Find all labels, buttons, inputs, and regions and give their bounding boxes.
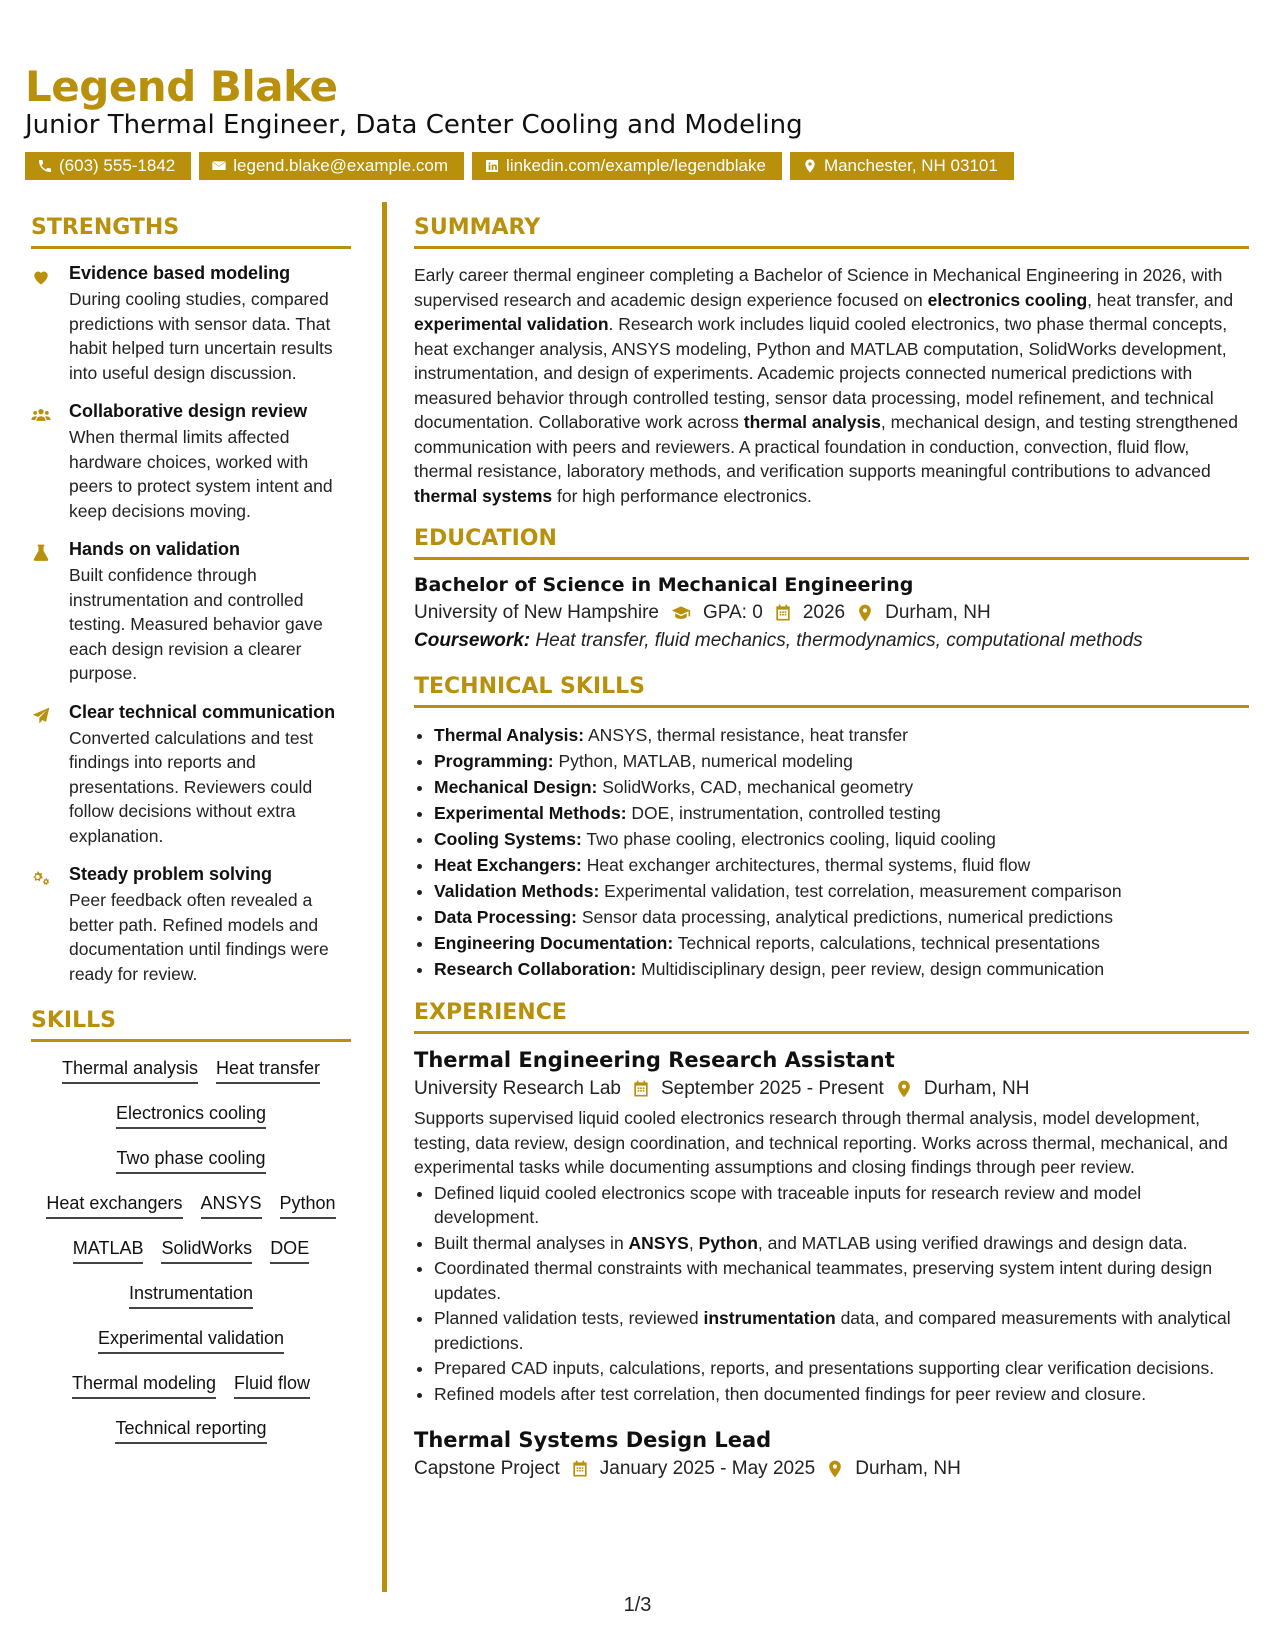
technical-skill-label: Validation Methods: bbox=[434, 881, 600, 901]
skill-tag: Python bbox=[280, 1193, 336, 1219]
technical-skill-item bbox=[434, 826, 1249, 852]
bold-text: thermal systems bbox=[414, 485, 553, 506]
education-meta bbox=[414, 602, 1249, 624]
job-bullet bbox=[434, 1356, 1249, 1381]
job-meta bbox=[414, 1458, 1249, 1480]
technical-skill-item bbox=[434, 930, 1249, 956]
heart-icon bbox=[31, 267, 51, 287]
linkedin-icon bbox=[484, 158, 500, 174]
strength-desc: When thermal limits affected hardware choices, worked with peers to protect system intent and keep decisions moving. bbox=[69, 427, 333, 521]
technical-skill-label: Heat Exchangers: bbox=[434, 855, 582, 875]
gears-icon bbox=[31, 868, 51, 888]
skill-tag: Instrumentation bbox=[129, 1283, 253, 1309]
map-pin-icon bbox=[894, 1079, 914, 1099]
skill-tag: Two phase cooling bbox=[116, 1148, 265, 1174]
bold-text: electronics cooling bbox=[927, 289, 1088, 310]
skill-row bbox=[115, 1418, 266, 1463]
bold-text: experimental validation bbox=[414, 314, 609, 334]
skill-row bbox=[98, 1328, 284, 1373]
job-bullet bbox=[434, 1382, 1249, 1407]
technical-skill-value: Multidisciplinary design, peer review, design communication bbox=[636, 959, 1105, 979]
bold-text: thermal analysis bbox=[743, 412, 881, 432]
candidate-title: Junior Thermal Engineer, Data Center Cooling and Modeling bbox=[25, 110, 803, 140]
calendar-icon bbox=[631, 1079, 651, 1099]
skill-tag: Technical reporting bbox=[115, 1418, 266, 1444]
education-location: Durham, NH bbox=[885, 602, 991, 623]
skills-section bbox=[31, 1008, 351, 1463]
text-run: data, and compared measurements with analytical predictions. bbox=[434, 1308, 1231, 1353]
skill-row bbox=[72, 1373, 310, 1418]
skill-row bbox=[73, 1238, 309, 1283]
strength-desc: Peer feedback often revealed a better path. Refined models and documentation until findings were ready for review. bbox=[69, 890, 329, 984]
job-dates: January 2025 - May 2025 bbox=[599, 1458, 816, 1479]
job-org: Capstone Project bbox=[414, 1458, 560, 1479]
strength-title: Collaborative design review bbox=[69, 401, 308, 421]
text-run: Built thermal analyses in bbox=[434, 1232, 629, 1253]
contact-email[interactable] bbox=[199, 152, 464, 180]
strength-desc: Built confidence through instrumentation and controlled testing. Measured behavior gave each design revision a clearer purpose. bbox=[69, 565, 323, 683]
technical-skill-label: Mechanical Design: bbox=[434, 777, 598, 797]
column-divider bbox=[382, 202, 387, 1592]
job-bullet bbox=[434, 1256, 1249, 1305]
calendar-icon bbox=[773, 603, 793, 623]
strength-item bbox=[31, 539, 351, 686]
technical-skill-label: Programming: bbox=[434, 751, 554, 771]
strength-title: Evidence based modeling bbox=[69, 263, 291, 283]
summary-text bbox=[414, 263, 1249, 508]
skill-tag: Thermal modeling bbox=[72, 1373, 216, 1399]
coursework bbox=[414, 630, 1249, 652]
skill-row bbox=[116, 1148, 265, 1193]
experience-item bbox=[414, 1428, 1249, 1480]
technical-skill-item bbox=[434, 774, 1249, 800]
experience-list bbox=[414, 1048, 1249, 1480]
strength-item bbox=[31, 401, 351, 523]
contact-email-text: legend.blake@example.com bbox=[233, 156, 449, 175]
job-meta bbox=[414, 1078, 1249, 1100]
bold-text: ANSYS bbox=[628, 1232, 689, 1253]
map-pin-icon bbox=[802, 158, 818, 174]
strength-item bbox=[31, 864, 351, 986]
education-gpa: GPA: 0 bbox=[702, 602, 763, 623]
map-pin-icon bbox=[825, 1459, 845, 1479]
technical-skill-item bbox=[434, 800, 1249, 826]
envelope-icon bbox=[211, 158, 227, 174]
job-description: Supports supervised liquid cooled electronics research through thermal analysis, model development, testing, data review, design coordination, and technical reporting. Works across thermal, mechanical, and experimental tasks while documenting assumptions and closing findings through peer review. bbox=[414, 1108, 1228, 1177]
technical-skills-heading: TECHNICAL SKILLS bbox=[414, 674, 1249, 708]
users-icon bbox=[31, 405, 51, 425]
technical-skill-value: DOE, instrumentation, controlled testing bbox=[626, 803, 941, 823]
strength-title: Clear technical communication bbox=[69, 701, 336, 722]
text-run: Prepared CAD inputs, calculations, reports, and presentations supporting clear verification decisions. bbox=[434, 1358, 1215, 1378]
skill-row bbox=[46, 1193, 335, 1238]
contact-linkedin-text: linkedin.com/example/legendblake bbox=[506, 156, 766, 175]
strengths-heading: STRENGTHS bbox=[31, 215, 351, 249]
technical-skill-value: SolidWorks, CAD, mechanical geometry bbox=[597, 777, 914, 797]
job-bullet bbox=[434, 1306, 1249, 1355]
education-heading: EDUCATION bbox=[414, 526, 1249, 560]
skills-heading: SKILLS bbox=[31, 1008, 351, 1042]
technical-skill-label: Data Processing: bbox=[434, 907, 577, 927]
technical-skill-item bbox=[434, 748, 1249, 774]
strength-item bbox=[31, 263, 351, 385]
technical-skill-item bbox=[434, 904, 1249, 930]
calendar-icon bbox=[570, 1459, 590, 1479]
strength-title: Hands on validation bbox=[69, 539, 241, 559]
skill-tag: Heat exchangers bbox=[46, 1193, 182, 1219]
skill-tag: MATLAB bbox=[73, 1238, 144, 1264]
text-run: for high performance electronics. bbox=[552, 485, 812, 506]
skill-row bbox=[129, 1283, 253, 1328]
technical-skill-label: Research Collaboration: bbox=[434, 959, 637, 979]
job-location: Durham, NH bbox=[855, 1458, 961, 1479]
strength-desc: Converted calculations and test findings into reports and presentations. Reviewers could follow decisions without extra explanation. bbox=[69, 727, 314, 846]
skill-row bbox=[62, 1058, 320, 1103]
skill-tag: ANSYS bbox=[201, 1193, 262, 1219]
candidate-name: Legend Blake bbox=[25, 62, 338, 111]
technical-skill-label: Cooling Systems: bbox=[434, 829, 582, 849]
text-run: Planned validation tests, reviewed bbox=[434, 1308, 704, 1328]
job-dates: September 2025 - Present bbox=[660, 1078, 884, 1099]
technical-skill-value: Two phase cooling, electronics cooling, liquid cooling bbox=[581, 829, 996, 849]
summary-heading: SUMMARY bbox=[414, 215, 1249, 249]
text-run: . Research work includes liquid cooled electronics, two phase thermal concepts, heat exchanger analysis, ANSYS modeling, Python and MATLAB computation, SolidWorks development, instrumentation, and design of experiments. Academic projects connected numerical predictions with measured behavior through controlled testing, sensor data processing, model refinement, and technical documentation. Collaborative work across bbox=[414, 314, 1228, 432]
phone-icon bbox=[37, 158, 53, 174]
skill-tag: Electronics cooling bbox=[116, 1103, 266, 1129]
contact-linkedin[interactable] bbox=[472, 152, 782, 180]
right-column bbox=[414, 215, 1249, 1486]
job-title: Thermal Systems Design Lead bbox=[414, 1428, 772, 1452]
technical-skill-item bbox=[434, 852, 1249, 878]
technical-skill-value: Python, MATLAB, numerical modeling bbox=[553, 751, 853, 771]
text-run: , mechanical design, and testing strengthened communication with peers and reviewers. A practical foundation in conduction, convection, fluid flow, thermal resistance, laboratory methods, and verification supports meaningful contributions to advanced bbox=[414, 412, 1238, 481]
skill-tag: Thermal analysis bbox=[62, 1058, 198, 1084]
technical-skills-list bbox=[414, 722, 1249, 982]
paper-plane-icon bbox=[31, 706, 51, 726]
technical-skill-label: Experimental Methods: bbox=[434, 803, 627, 823]
map-pin-icon bbox=[855, 603, 875, 623]
experience-heading: EXPERIENCE bbox=[414, 1000, 1249, 1034]
technical-skill-label: Engineering Documentation: bbox=[434, 933, 674, 953]
technical-skill-value: ANSYS, thermal resistance, heat transfer bbox=[584, 725, 909, 745]
education-year: 2026 bbox=[802, 602, 846, 623]
skill-tag: DOE bbox=[270, 1238, 309, 1264]
strength-title: Steady problem solving bbox=[69, 864, 273, 884]
contact-phone[interactable] bbox=[25, 152, 191, 180]
bold-text: Python bbox=[698, 1232, 758, 1253]
technical-skill-value: Sensor data processing, analytical predictions, numerical predictions bbox=[576, 907, 1113, 927]
technical-skill-value: Heat exchanger architectures, thermal systems, fluid flow bbox=[581, 855, 1031, 875]
technical-skill-value: Technical reports, calculations, technical presentations bbox=[673, 933, 1100, 953]
experience-item bbox=[414, 1048, 1249, 1406]
skill-tags bbox=[31, 1056, 351, 1463]
text-run: , heat transfer, and bbox=[1087, 289, 1234, 310]
text-run: , and MATLAB using verified drawings and design data. bbox=[757, 1232, 1188, 1253]
skill-row bbox=[116, 1103, 266, 1148]
skill-tag: SolidWorks bbox=[161, 1238, 252, 1264]
flask-icon bbox=[31, 543, 51, 563]
skill-tag: Fluid flow bbox=[234, 1373, 310, 1399]
skill-tag: Experimental validation bbox=[98, 1328, 284, 1354]
strength-desc: During cooling studies, compared predictions with sensor data. That habit helped turn uncertain results into useful design discussion. bbox=[69, 289, 333, 383]
left-column bbox=[31, 215, 351, 1463]
text-run: Defined liquid cooled electronics scope with traceable inputs for research review and model development. bbox=[434, 1182, 1142, 1227]
strength-item bbox=[31, 702, 351, 849]
contact-location bbox=[790, 152, 1014, 180]
page-number: 1/3 bbox=[623, 1594, 652, 1616]
job-bullet bbox=[434, 1231, 1249, 1256]
technical-skill-value: Experimental validation, test correlation, measurement comparison bbox=[599, 881, 1122, 901]
skill-tag: Heat transfer bbox=[216, 1058, 320, 1084]
text-run: , bbox=[688, 1232, 699, 1253]
technical-skill-item bbox=[434, 956, 1249, 982]
bold-text: instrumentation bbox=[703, 1308, 836, 1328]
technical-skill-label: Thermal Analysis: bbox=[434, 725, 585, 745]
job-org: University Research Lab bbox=[414, 1078, 621, 1099]
contact-phone-text: (603) 555-1842 bbox=[59, 156, 176, 175]
text-run: Coordinated thermal constraints with mechanical teammates, preserving system intent during design updates. bbox=[434, 1258, 1213, 1303]
job-bullets bbox=[414, 1181, 1249, 1407]
coursework-text: Heat transfer, fluid mechanics, thermodynamics, computational methods bbox=[530, 630, 1143, 651]
job-bullet bbox=[434, 1181, 1249, 1230]
coursework-label: Coursework: bbox=[414, 630, 531, 651]
education-degree: Bachelor of Science in Mechanical Engineering bbox=[414, 574, 914, 596]
graduation-cap-icon bbox=[669, 603, 693, 623]
education-school: University of New Hampshire bbox=[414, 602, 659, 623]
contact-location-text: Manchester, NH 03101 bbox=[823, 156, 998, 175]
contact-bar bbox=[25, 152, 1014, 180]
job-title: Thermal Engineering Research Assistant bbox=[414, 1048, 895, 1072]
text-run: Early career thermal engineer completing a Bachelor of Science in Mechanical Engineering in 2026, with supervised research and academic design experience focused on bbox=[414, 265, 1223, 310]
technical-skill-item bbox=[434, 878, 1249, 904]
technical-skill-item bbox=[434, 722, 1249, 748]
job-location: Durham, NH bbox=[923, 1078, 1030, 1099]
text-run: Refined models after test correlation, then documented findings for peer review and closure. bbox=[434, 1383, 1147, 1404]
